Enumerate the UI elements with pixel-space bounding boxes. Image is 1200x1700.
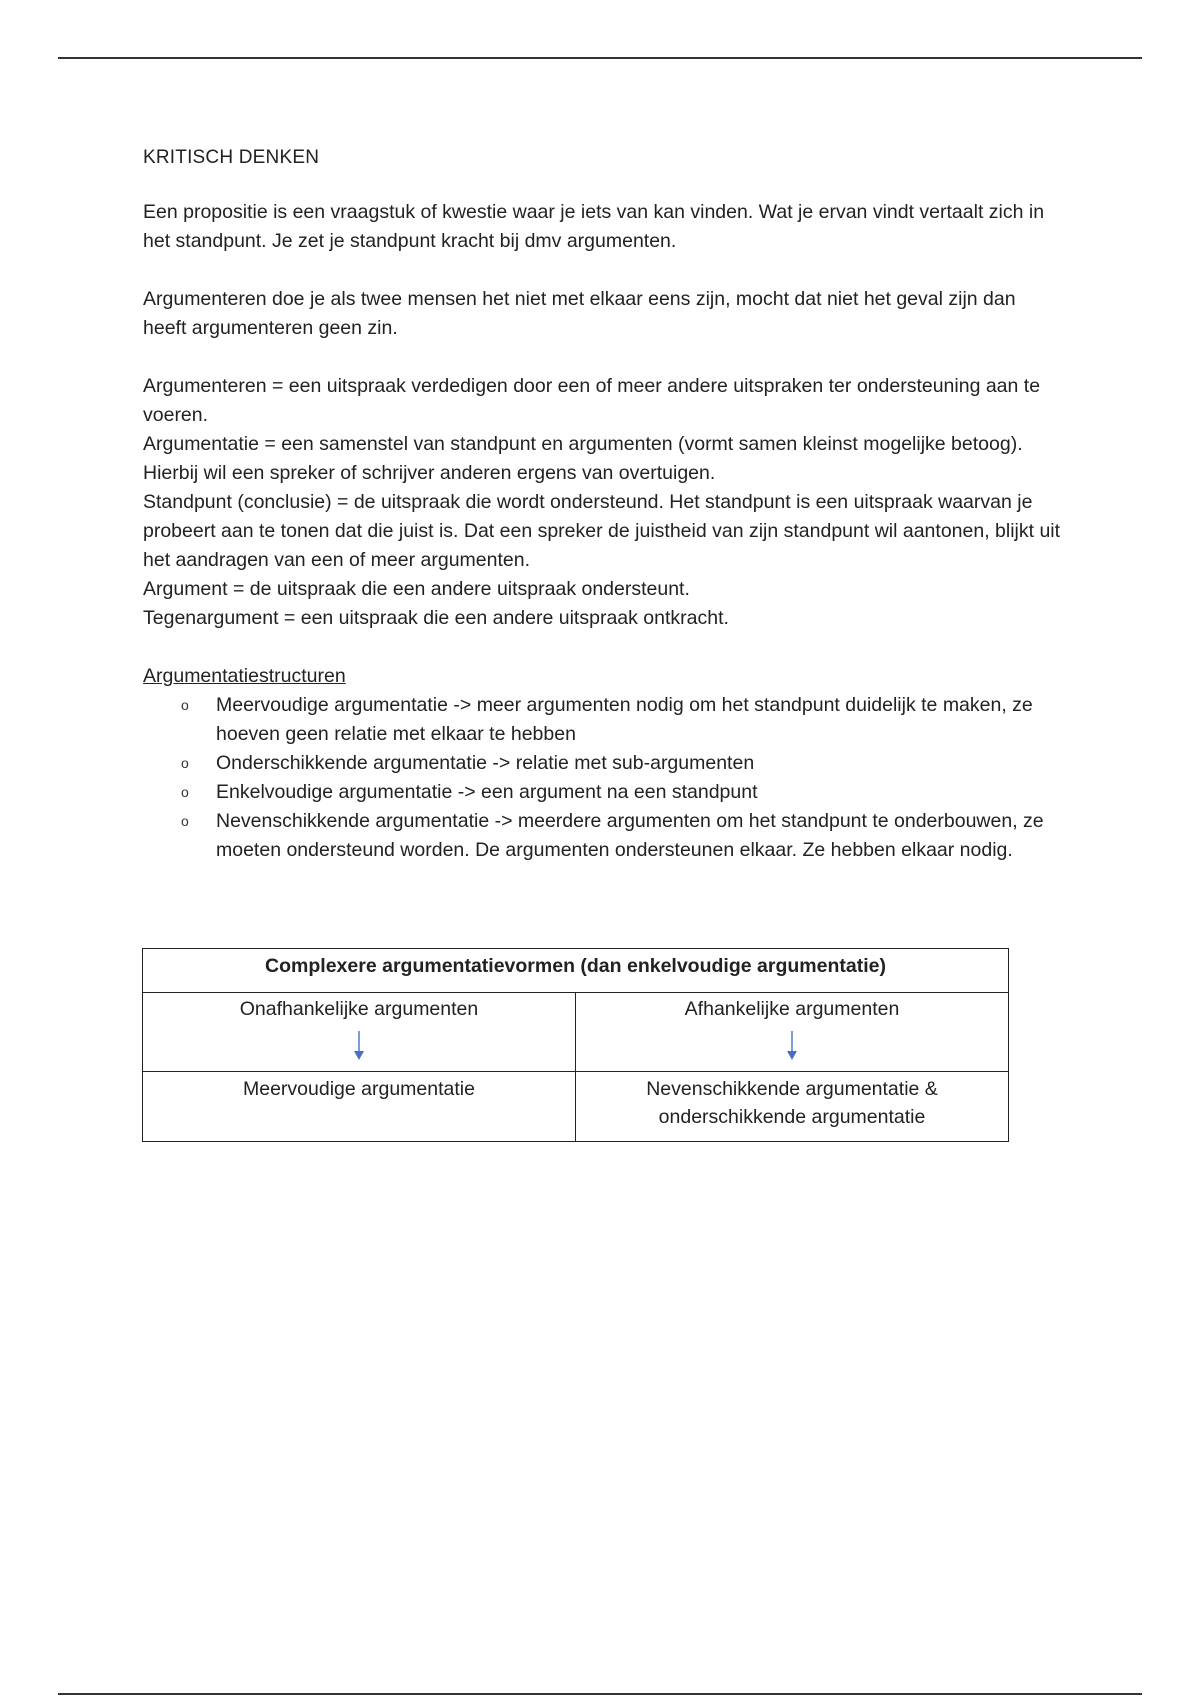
table-row (143, 1072, 1009, 1142)
argumentation-forms-table (142, 948, 1009, 1142)
cell-nevenschikkend-onderschikkend (576, 1072, 1009, 1142)
header-rule (58, 57, 1142, 59)
table-header-row (143, 949, 1009, 993)
document-title: KRITISCH DENKEN (143, 147, 320, 168)
cell-meervoudig: Meervoudige argumentatie (143, 1072, 576, 1142)
list-item (143, 778, 1063, 807)
arrow-down-icon (786, 1031, 798, 1061)
circle-bullet-icon: o (181, 755, 189, 771)
definition-tegenargument: Tegenargument = een uitspraak die een andere uitspraak ontkracht. (143, 607, 729, 629)
circle-bullet-icon: o (181, 697, 189, 713)
definitions-block (143, 372, 1063, 633)
paragraph-propositie: Een propositie is een vraagstuk of kwestie waar je iets van kan vinden. Wat je ervan vindt vertaalt zich in het standpunt. Je zet je standpunt kracht bij dmv argumenten. (143, 201, 1045, 252)
structure-nevenschikkend: Nevenschikkende argumentatie -> meerdere argumenten om het standpunt te onderbouwen, ze moeten ondersteund worden. De argumenten ondersteunen elkaar. Ze hebben elkaar nodig. (216, 810, 1044, 861)
document-body (143, 143, 1063, 865)
table-row (143, 993, 1009, 1072)
table-header: Complexere argumentatievormen (dan enkelvoudige argumentatie) (143, 949, 1009, 993)
definition-standpunt: Standpunt (conclusie) = de uitspraak die wordt ondersteund. Het standpunt is een uitspraak waarvan je probeert aan te tonen dat die juist is. Dat een spreker de juistheid van zijn standpunt wil aantonen, blijkt uit het aandragen van een of meer argumenten. (143, 491, 1061, 571)
cell-afhankelijk (576, 993, 1009, 1072)
circle-bullet-icon: o (181, 784, 189, 800)
cell-afhankelijk-label: Afhankelijke argumenten (684, 998, 900, 1020)
list-item (143, 749, 1063, 778)
footer-rule (58, 1693, 1142, 1695)
cell-onafhankelijk-label: Onafhankelijke argumenten (239, 998, 479, 1020)
list-item (143, 807, 1063, 865)
list-item (143, 691, 1063, 749)
structure-onderschikkend: Onderschikkende argumentatie -> relatie met sub-argumenten (216, 752, 755, 774)
definition-argumenteren: Argumenteren = een uitspraak verdedigen door een of meer andere uitspraken ter ondersteuning aan te voeren. (143, 375, 1041, 426)
paragraph-argumenteren: Argumenteren doe je als twee mensen het niet met elkaar eens zijn, mocht dat niet het geval zijn dan heeft argumenteren geen zin. (143, 288, 1016, 339)
arrow-down-icon (353, 1031, 365, 1061)
cell-onafhankelijk (143, 993, 576, 1072)
cell-line-1: Nevenschikkende argumentatie & (646, 1078, 938, 1100)
cell-line-2: onderschikkende argumentatie (658, 1106, 926, 1128)
definition-argument: Argument = de uitspraak die een andere uitspraak ondersteunt. (143, 578, 690, 600)
structures-list (143, 691, 1063, 865)
structure-meervoudig: Meervoudige argumentatie -> meer argumenten nodig om het standpunt duidelijk te maken, ze hoeven geen relatie met elkaar te hebben (216, 694, 1033, 745)
definition-argumentatie: Argumentatie = een samenstel van standpunt en argumenten (vormt samen kleinst mogelijke betoog). Hierbij wil een spreker of schrijver anderen ergens van overtuigen. (143, 433, 1023, 484)
circle-bullet-icon: o (181, 813, 189, 829)
structure-enkelvoudig: Enkelvoudige argumentatie -> een argument na een standpunt (216, 781, 758, 803)
structures-heading: Argumentatiestructuren (143, 665, 346, 687)
